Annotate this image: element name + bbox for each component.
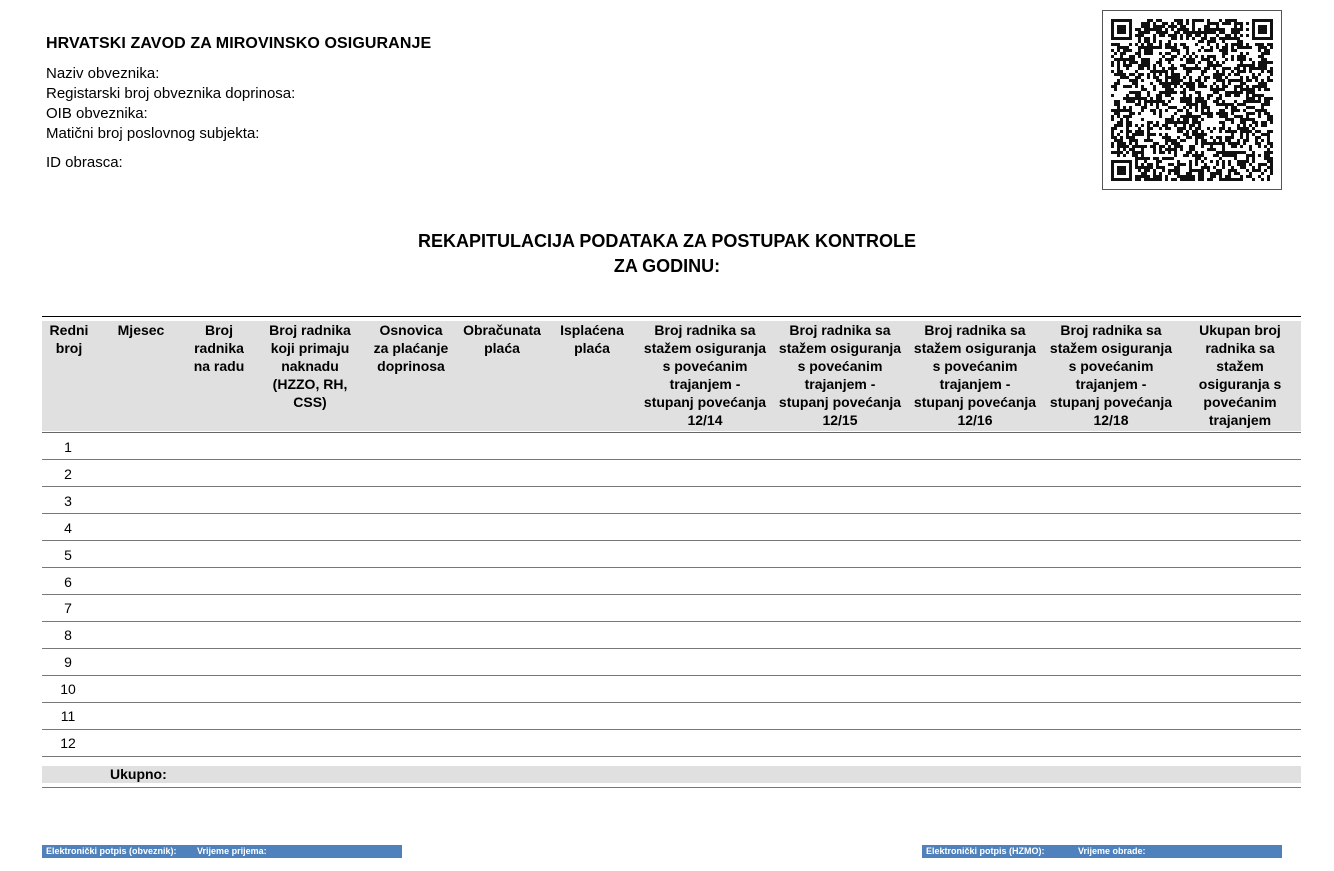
- table-row-number: 4: [64, 520, 72, 536]
- table-row-rule: [42, 675, 1301, 676]
- processing-time-label: Vrijeme obrade:: [1078, 846, 1146, 856]
- column-header-mjesec: Mjesec: [117, 322, 165, 338]
- column-header-staz-12-18: Broj radnika sa stažem osiguranja s povećanim trajanjem - stupanj povećanja 12/18: [1049, 322, 1173, 428]
- column-header-staz-12-14: Broj radnika sa stažem osiguranja s povećanim trajanjem - stupanj povećanja 12/14: [643, 322, 767, 428]
- table-row-rule: [42, 486, 1301, 487]
- field-oib-obveznika: OIB obveznika:: [46, 105, 148, 122]
- qr-finder-pattern: [1252, 19, 1273, 40]
- total-row-background: [42, 766, 1301, 783]
- column-header-obracunata-placa: Obračunata plaća: [463, 322, 541, 356]
- table-row-rule: [42, 513, 1301, 514]
- table-row-number: 8: [64, 627, 72, 643]
- table-row-rule: [42, 567, 1301, 568]
- receipt-time-label: Vrijeme prijema:: [197, 846, 267, 856]
- column-header-staz-12-16: Broj radnika sa stažem osiguranja s povećanim trajanjem - stupanj povećanja 12/16: [913, 322, 1037, 428]
- qr-finder-pattern: [1111, 160, 1132, 181]
- qr-code: [1102, 10, 1282, 190]
- table-row-number: 9: [64, 654, 72, 670]
- table-row-rule: [42, 729, 1301, 730]
- column-header-staz-12-15: Broj radnika sa stažem osiguranja s povećanim trajanjem - stupanj povećanja 12/15: [778, 322, 902, 428]
- table-row-number: 6: [64, 574, 72, 590]
- signature-bar-obveznik: [42, 845, 402, 858]
- table-row-rule: [42, 621, 1301, 622]
- total-label: Ukupno:: [110, 766, 167, 782]
- table-row-number: 7: [64, 600, 72, 616]
- column-header-broj-radnika-naknada: Broj radnika koji primaju naknadu (HZZO, RH, CSS): [269, 322, 351, 410]
- table-row-rule: [42, 459, 1301, 460]
- column-header-isplacena-placa: Isplaćena plaća: [560, 322, 624, 356]
- column-header-broj-radnika-na-radu: Broj radnika na radu: [193, 322, 245, 374]
- table-row-number: 11: [60, 708, 76, 724]
- signature-label-hzmo: Elektronički potpis (HZMO):: [926, 846, 1045, 856]
- table-row-rule: [42, 648, 1301, 649]
- table-row-rule: [42, 756, 1301, 757]
- column-header-ukupan-broj: Ukupan broj radnika sa stažem osiguranja s povećanim trajanjem: [1198, 322, 1282, 428]
- table-row-number: 5: [64, 547, 72, 563]
- field-naziv-obveznika: Naziv obveznika:: [46, 65, 160, 82]
- qr-finder-pattern: [1111, 19, 1132, 40]
- table-row-number: 2: [64, 466, 72, 482]
- table-row-number: 1: [64, 439, 72, 455]
- document-subtitle: ZA GODINU:: [613, 256, 721, 276]
- column-header-redni-broj: Redni broj: [49, 322, 89, 356]
- field-maticni-broj: Matični broj poslovnog subjekta:: [46, 125, 260, 142]
- field-registarski-broj: Registarski broj obveznika doprinosa:: [46, 85, 296, 102]
- document-title: REKAPITULACIJA PODATAKA ZA POSTUPAK KONTROLE: [418, 231, 916, 251]
- table-top-rule: [42, 316, 1301, 317]
- organization-name: HRVATSKI ZAVOD ZA MIROVINSKO OSIGURANJE: [46, 35, 432, 52]
- table-row-number: 10: [60, 681, 76, 697]
- table-row-rule: [42, 702, 1301, 703]
- table-row-number: 3: [64, 493, 72, 509]
- column-header-osnovica: Osnovica za plaćanje doprinosa: [373, 322, 449, 374]
- signature-bar-hzmo: [922, 845, 1282, 858]
- table-row-rule: [42, 540, 1301, 541]
- signature-label-obveznik: Elektronički potpis (obveznik):: [46, 846, 177, 856]
- field-id-obrasca: ID obrasca:: [46, 154, 123, 171]
- total-row-rule: [42, 787, 1301, 788]
- table-row-number: 12: [60, 735, 76, 751]
- table-row-rule: [42, 594, 1301, 595]
- table-header-rule: [42, 432, 1301, 433]
